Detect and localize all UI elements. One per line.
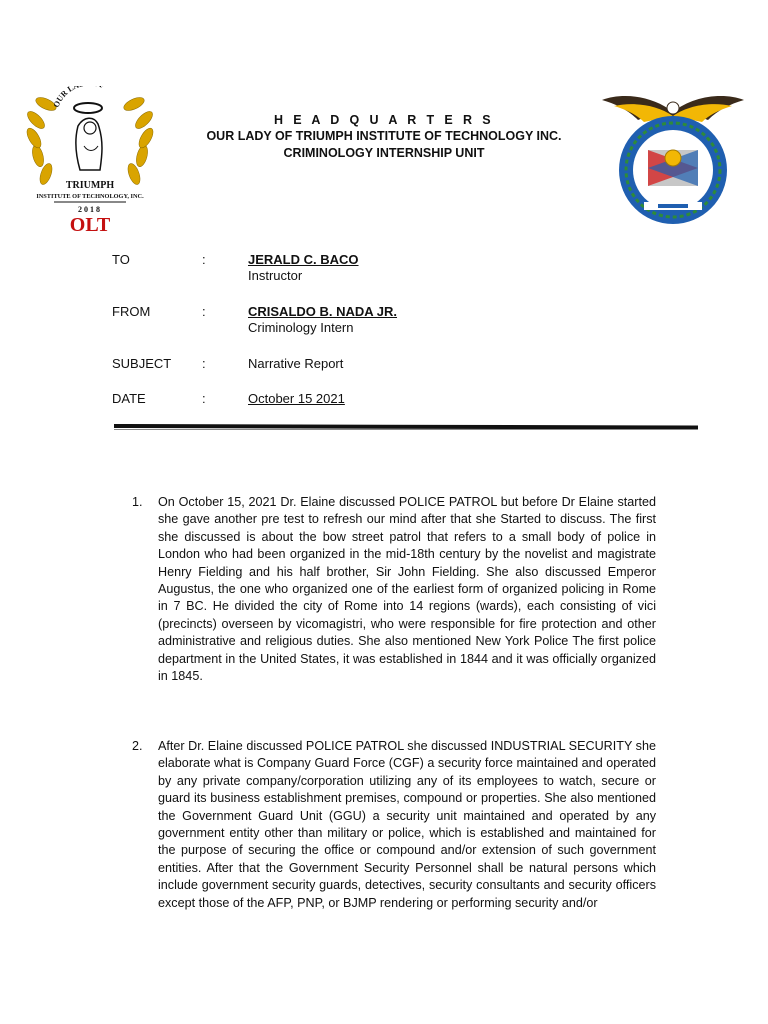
eagle-seal-icon [598,90,748,230]
laurel-wreath-icon [24,86,156,234]
to-label: TO [112,252,130,267]
criminology-seal [598,90,748,230]
date-colon: : [202,391,206,406]
logo-triumph-text: TRIUMPH [65,180,115,191]
header-headquarters: H E A D Q U A R T E R S [273,113,495,127]
list-item-number: 2. [132,739,143,753]
subject-value: Narrative Report [248,356,344,371]
subject-label: SUBJECT [112,356,172,371]
list-item-text: After Dr. Elaine discussed POLICE PATROL she discussed INDUSTRIAL SECURITY she elaborate what is Company Guard Force (CGF) a security force maintained and operated by any private company/corporation utilizing any of its employees to watch, secure or guard its business establishment premises, compound or properties. She also mentioned the Government Guard Unit (GGU) a security unit maintained and operated by any government entity other than military or police, which is established and maintained for the purpose of securing the office or compound and/or extension of such government entities. After that the Government Security Personnel shall be natural persons which include government security guards, detectives, security consultants and security officers except those of the AFP, PNP, or BJMP rendering or performing security and/or [158,739,656,910]
logo-institute-text: INSTITUTE OF TECHNOLOGY, INC. [36,193,144,200]
logo-acronym-text: OLT [69,214,111,234]
logo-arc-text: OUR L [51,86,76,109]
date-value: October 15 2021 [248,391,345,406]
from-name: CRISALDO B. NADA JR. [248,304,398,319]
document-header [160,112,608,162]
to-title: Instructor [248,268,303,283]
from-colon: : [202,304,206,319]
header-institution: OUR LADY OF TRIUMPH INSTITUTE OF TECHNOLOGY INC. [206,129,562,143]
header-divider-shadow [114,429,698,430]
to-name: JERALD C. BACO [248,252,359,267]
from-title: Criminology Intern [248,320,354,335]
list-item-number: 1. [132,495,143,509]
date-label: DATE [112,391,146,406]
subject-colon: : [202,356,206,371]
olt-logo [24,86,156,234]
logo-year-text: 2018 [78,205,102,214]
to-colon: : [202,252,206,267]
from-label: FROM [112,304,151,319]
header-unit: CRIMINOLOGY INTERNSHIP UNIT [283,146,485,160]
list-item-text: On October 15, 2021 Dr. Elaine discussed POLICE PATROL but before Dr Elaine started she gave another pre test to refresh our mind after that she Started to discuss. The first she discussed is about the bow street patrol that refers to a small body of police in London who had been organized in the mid-18th century by the novelist and magistrate Henry Fielding and his half brother, Sir John Fielding. She also discussed Emperor Augustus, the one who organized one of the earliest form of organized policing in Rome in 7 BC. He divided the city of Rome into 14 regions (wards), each consisting of vici (precincts) overseen by vicomagistri, who were responsible for fire protection and other administrative and religious duties. She also mentioned New York Police The first police department in the United States, it was established in 1844 and it was officially organized in 1845. [158,495,656,684]
